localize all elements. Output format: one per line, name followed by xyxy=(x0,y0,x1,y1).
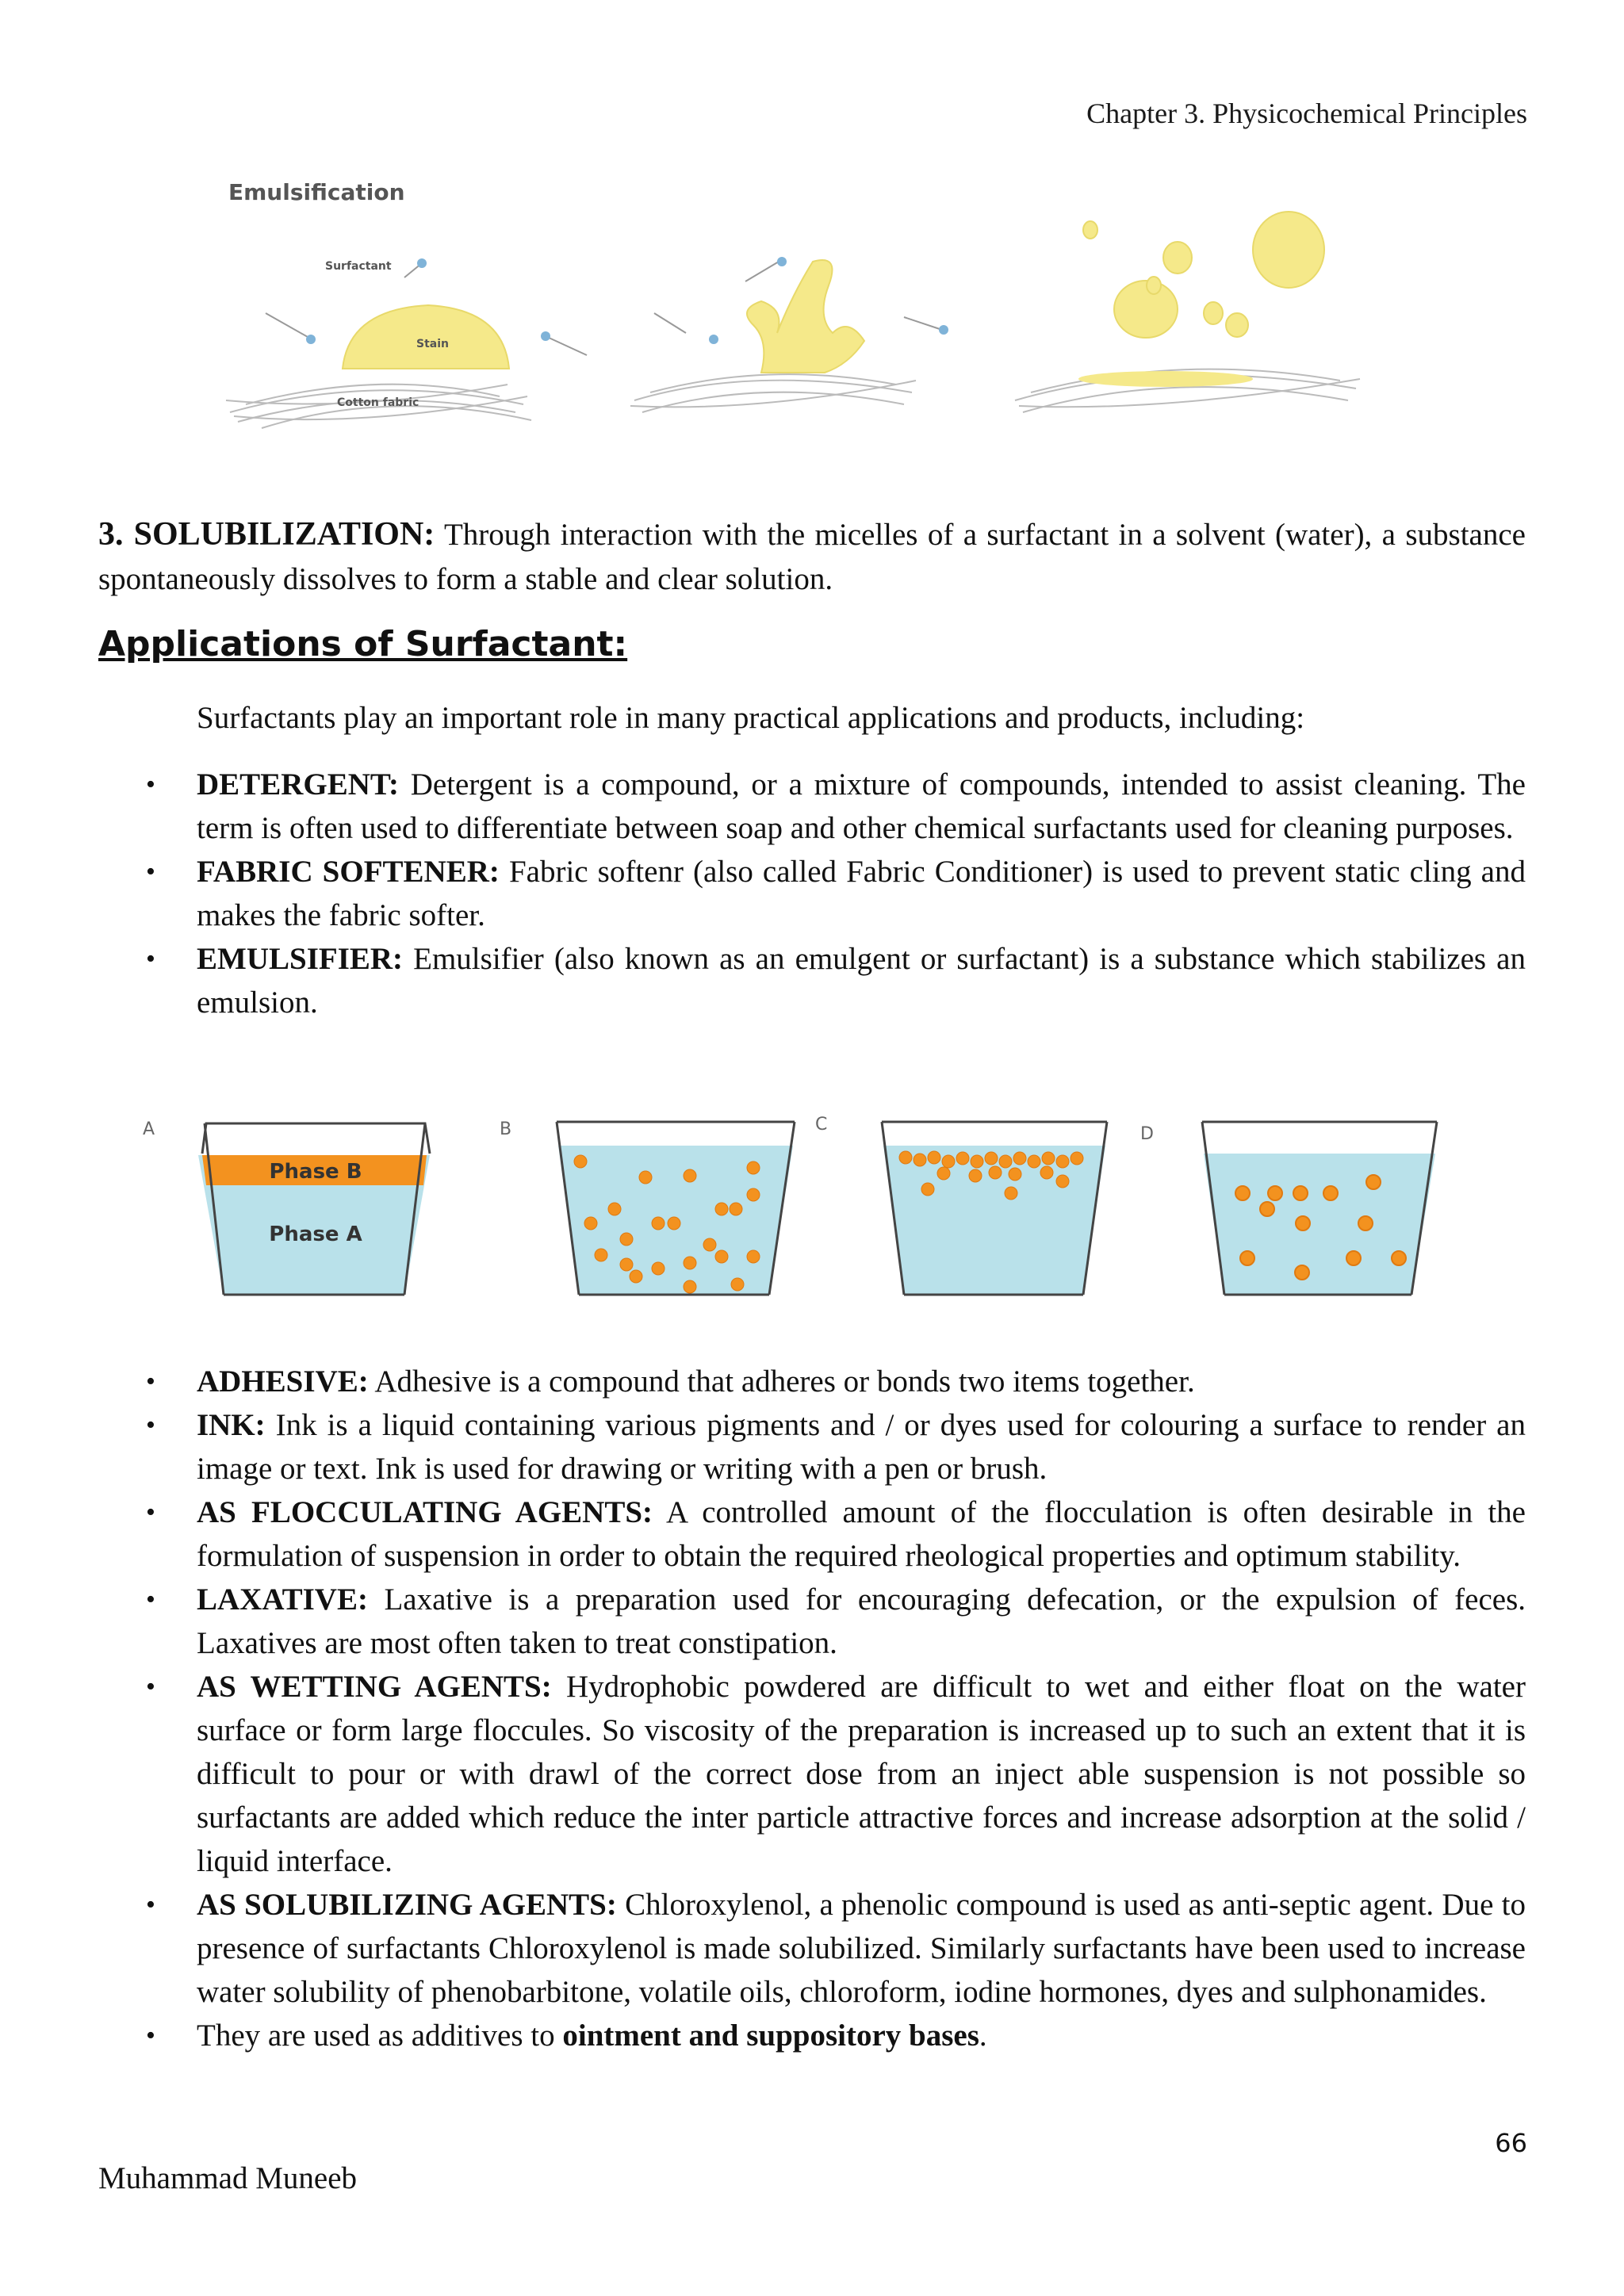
item-term: LAXATIVE: xyxy=(197,1582,368,1617)
bullet-icon: • xyxy=(146,1367,155,1396)
beaker-c xyxy=(882,1122,1107,1295)
item-text: Detergent is a compound, or a mixture of compounds, intended to assist cleaning. The term is often used to differentiate between soap and other chemical surfactants used for cleaning purposes. xyxy=(197,767,1526,845)
stage-3-droplets xyxy=(1015,212,1360,412)
item-term: ADHESIVE: xyxy=(197,1364,369,1399)
list-item xyxy=(98,2014,1526,2057)
list-item xyxy=(98,1490,1526,1578)
item-text: Emulsifier (also known as an emulgent or surfactant) is a substance which stabilizes an emulsion. xyxy=(197,942,1526,1020)
stage-2-stain xyxy=(630,257,948,412)
solubilization-text: Through interaction with the micelles of a surfactant in a solvent (water), a substance spontaneously dissolves to form a stable and clear solution. xyxy=(98,518,1526,596)
chapter-header: Chapter 3. Physicochemical Principles xyxy=(1086,98,1527,129)
surfactant-label: Surfactant xyxy=(325,260,392,273)
solubilization-paragraph xyxy=(98,512,1526,602)
phase-b-label: Phase B xyxy=(269,1160,362,1184)
list-item xyxy=(98,1578,1526,1665)
list-item xyxy=(98,763,1526,850)
item-text: Laxative is a preparation used for encouraging defecation, or the expulsion of feces. Laxatives are most often taken to treat constipation. xyxy=(197,1582,1526,1660)
item-text: Ink is a liquid containing various pigments and / or dyes used for colouring a surface to render an image or text. Ink is used for drawing or writing with a pen or brush. xyxy=(197,1408,1526,1486)
bullet-icon: • xyxy=(146,1498,155,1527)
item-suffix: . xyxy=(979,2019,987,2053)
bullet-icon: • xyxy=(146,770,155,799)
beaker-b xyxy=(557,1122,795,1295)
figure-title: Emulsification xyxy=(228,179,405,205)
item-term: DETERGENT: xyxy=(197,767,399,802)
bullet-icon: • xyxy=(146,1410,155,1440)
item-text: Fabric softenr (also called Fabric Conditioner) is used to prevent static cling and makes the fabric softer. xyxy=(197,855,1526,932)
list-item xyxy=(98,850,1526,937)
panel-label-a: A xyxy=(143,1119,155,1139)
item-text: Adhesive is a compound that adheres or bonds two items together. xyxy=(368,1364,1195,1399)
item-term: INK: xyxy=(197,1408,266,1442)
list-item xyxy=(98,1403,1526,1490)
list-item xyxy=(98,1883,1526,2014)
applications-intro: Surfactants play an important role in many practical applications and products, including: xyxy=(197,701,1305,735)
item-term: AS WETTING AGENTS: xyxy=(197,1670,552,1704)
applications-list-2 xyxy=(98,1360,1526,2057)
emulsion-phases-figure xyxy=(135,1106,1459,1320)
beaker-a xyxy=(198,1123,430,1295)
panel-label-c: C xyxy=(815,1115,828,1135)
bullet-icon: • xyxy=(146,1890,155,1919)
page-number: 66 xyxy=(1495,2128,1527,2158)
beaker-d xyxy=(1202,1122,1437,1295)
fabric-label: Cotton fabric xyxy=(337,396,419,409)
list-item xyxy=(98,1360,1526,1403)
item-text: A controlled amount of the flocculation is often desirable in the formulation of suspension in order to obtain the required rheological properties and optimum stability. xyxy=(197,1495,1526,1573)
item-term: AS FLOCCULATING AGENTS: xyxy=(197,1495,653,1529)
panel-label-b: B xyxy=(500,1119,512,1139)
bullet-icon: • xyxy=(146,1585,155,1614)
stain-label: Stain xyxy=(416,338,449,350)
item-term: EMULSIFIER: xyxy=(197,942,404,976)
item-text: Chloroxylenol, a phenolic compound is used as anti-septic agent. Due to presence of surfactants Chloroxylenol is made solubilized. Similarly surfactants have been used to increase water solubility of phenobarbitone, volatile oils, chloroform, iodine hormones, dyes and sulphonamides. xyxy=(197,1888,1526,2009)
item-text: They are used as additives to xyxy=(197,2019,563,2053)
bullet-icon: • xyxy=(146,857,155,886)
bullet-icon: • xyxy=(146,944,155,974)
applications-heading: Applications of Surfactant: xyxy=(98,624,628,664)
list-item xyxy=(98,937,1526,1024)
item-term: AS SOLUBILIZING AGENTS: xyxy=(197,1888,617,1922)
stage-1-stain xyxy=(226,258,587,428)
item-term: ointment and suppository bases xyxy=(562,2019,979,2053)
bullet-icon: • xyxy=(146,2021,155,2050)
list-item xyxy=(98,1665,1526,1883)
bullet-icon: • xyxy=(146,1672,155,1701)
item-term: FABRIC SOFTENER: xyxy=(197,855,500,889)
phase-a-label: Phase A xyxy=(269,1223,362,1246)
panel-label-d: D xyxy=(1140,1124,1154,1144)
applications-list-1 xyxy=(98,763,1526,1024)
author-name: Muhammad Muneeb xyxy=(98,2161,358,2195)
emulsification-figure xyxy=(214,174,1380,460)
solubilization-term: 3. SOLUBILIZATION: xyxy=(98,516,435,553)
item-text: Hydrophobic powdered are difficult to wet and either float on the water surface or form large floccules. So viscosity of the preparation is increased up to such an extent that it is difficult to pour or with drawl of the correct dose from an inject able suspension is not possible so surfactants are added which reduce the inter particle attractive forces and increase adsorption at the solid / liquid interface. xyxy=(197,1670,1526,1878)
